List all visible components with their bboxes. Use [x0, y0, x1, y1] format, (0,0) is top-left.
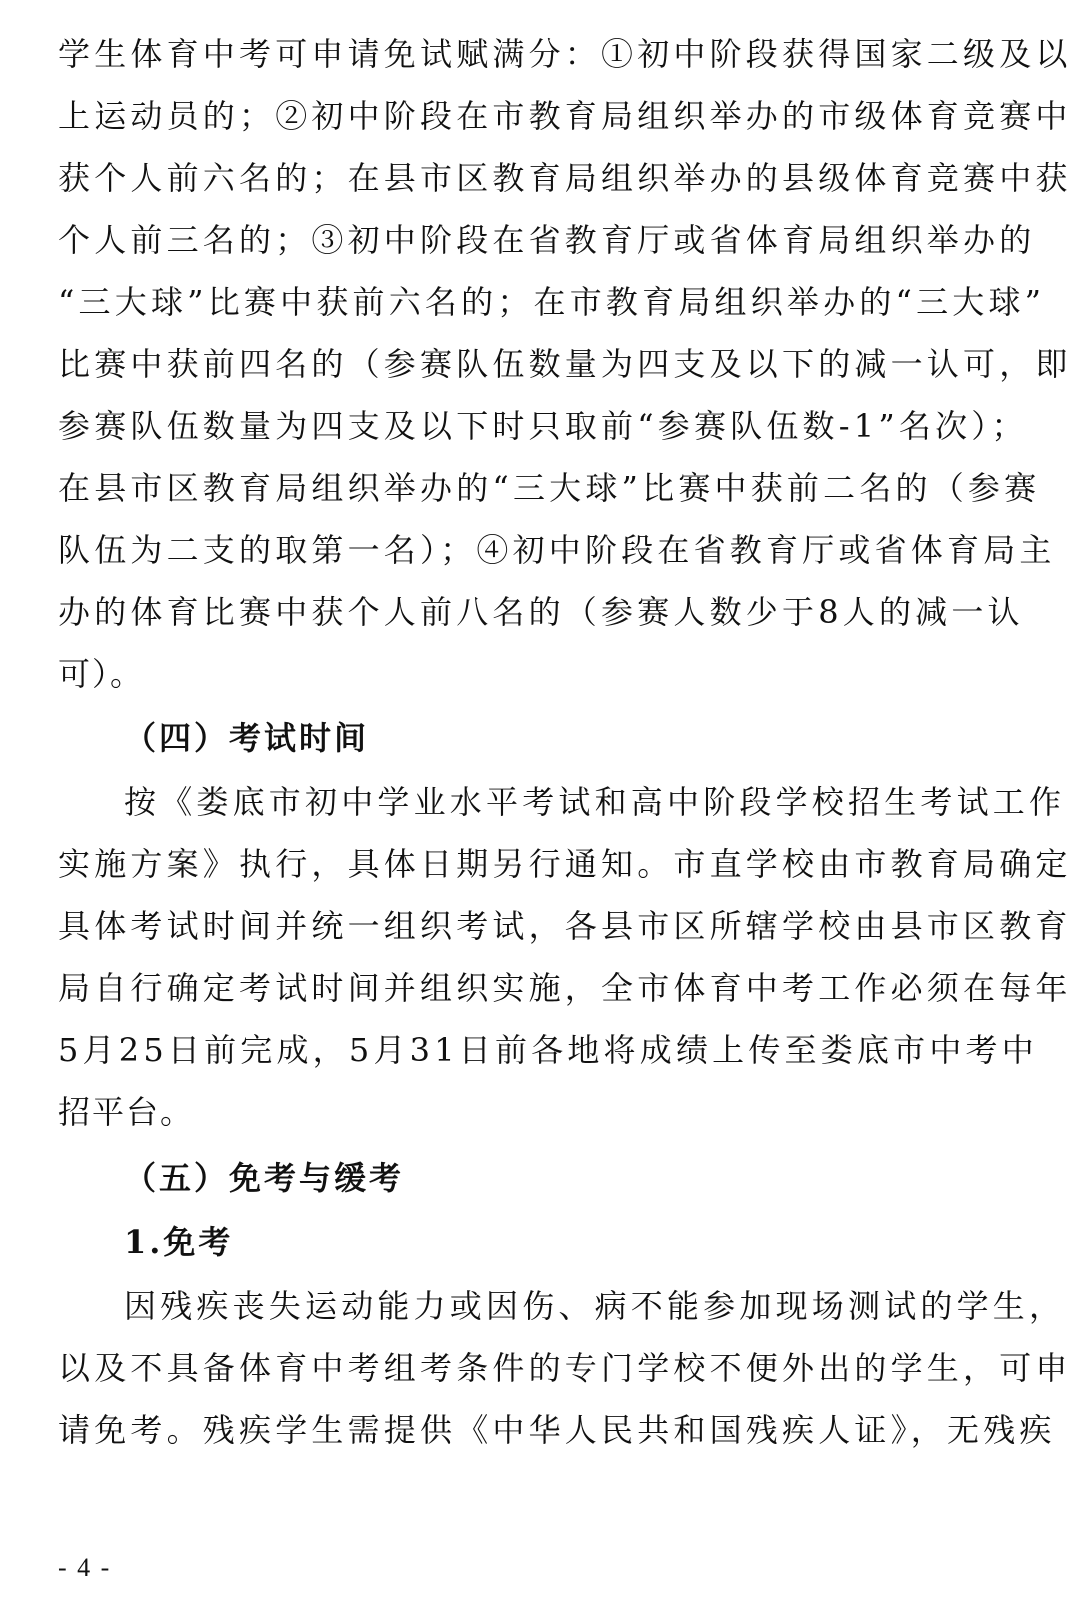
body-line-6: 比赛中获前四名的（参赛队伍数量为四支及以下的减一认可，即	[58, 345, 1072, 383]
body-line-11: 可）。	[58, 655, 145, 693]
body-line-23: 请免考。残疾学生需提供《中华人民共和国残疾人证》，无残疾	[58, 1411, 1056, 1449]
body-line-3: 获个人前六名的；在县市区教育局组织举办的县级体育竞赛中获	[58, 159, 1072, 197]
body-line-7: 参赛队伍数量为四支及以下时只取前“参赛队伍数-1”名次）；	[58, 407, 1028, 445]
body-line-9: 队伍为二支的取第一名）；④初中阶段在省教育厅或省体育局主	[58, 531, 1056, 569]
body-line-1: 学生体育中考可申请免试赋满分：①初中阶段获得国家二级及以	[58, 35, 1072, 73]
body-line-5: “三大球”比赛中获前六名的；在市教育局组织举办的“三大球”	[58, 283, 1046, 321]
body-line-14: 实施方案》执行，具体日期另行通知。市直学校由市教育局确定	[58, 845, 1072, 883]
body-line-2: 上运动员的；②初中阶段在市教育局组织举办的市级体育竞赛中	[58, 97, 1072, 135]
page-number: - 4 -	[58, 1553, 112, 1582]
body-line-17: 5月25日前完成，5月31日前各地将成绩上传至娄底市中考中	[58, 1031, 1038, 1069]
section-heading-exam-time: （四）考试时间	[124, 719, 370, 757]
body-line-22: 以及不具备体育中考组考条件的专门学校不便外出的学生，可申	[58, 1349, 1072, 1387]
body-line-8: 在县市区教育局组织举办的“三大球”比赛中获前二名的（参赛	[58, 469, 1041, 507]
body-line-13: 按《娄底市初中学业水平考试和高中阶段学校招生考试工作	[124, 783, 1066, 821]
section-heading-exemption: （五）免考与缓考	[124, 1159, 405, 1197]
body-line-15: 具体考试时间并统一组织考试，各县市区所辖学校由县市区教育	[58, 907, 1072, 945]
subheading-exemption: 1.免考	[124, 1223, 234, 1261]
body-line-16: 局自行确定考试时间并组织实施，全市体育中考工作必须在每年	[58, 969, 1072, 1007]
body-line-21: 因残疾丧失运动能力或因伤、病不能参加现场测试的学生，	[124, 1287, 1066, 1325]
body-line-4: 个人前三名的；③初中阶段在省教育厅或省体育局组织举办的	[58, 221, 1036, 259]
body-line-10: 办的体育比赛中获个人前八名的（参赛人数少于8人的减一认	[58, 593, 1024, 631]
body-line-18: 招平台。	[58, 1093, 195, 1131]
